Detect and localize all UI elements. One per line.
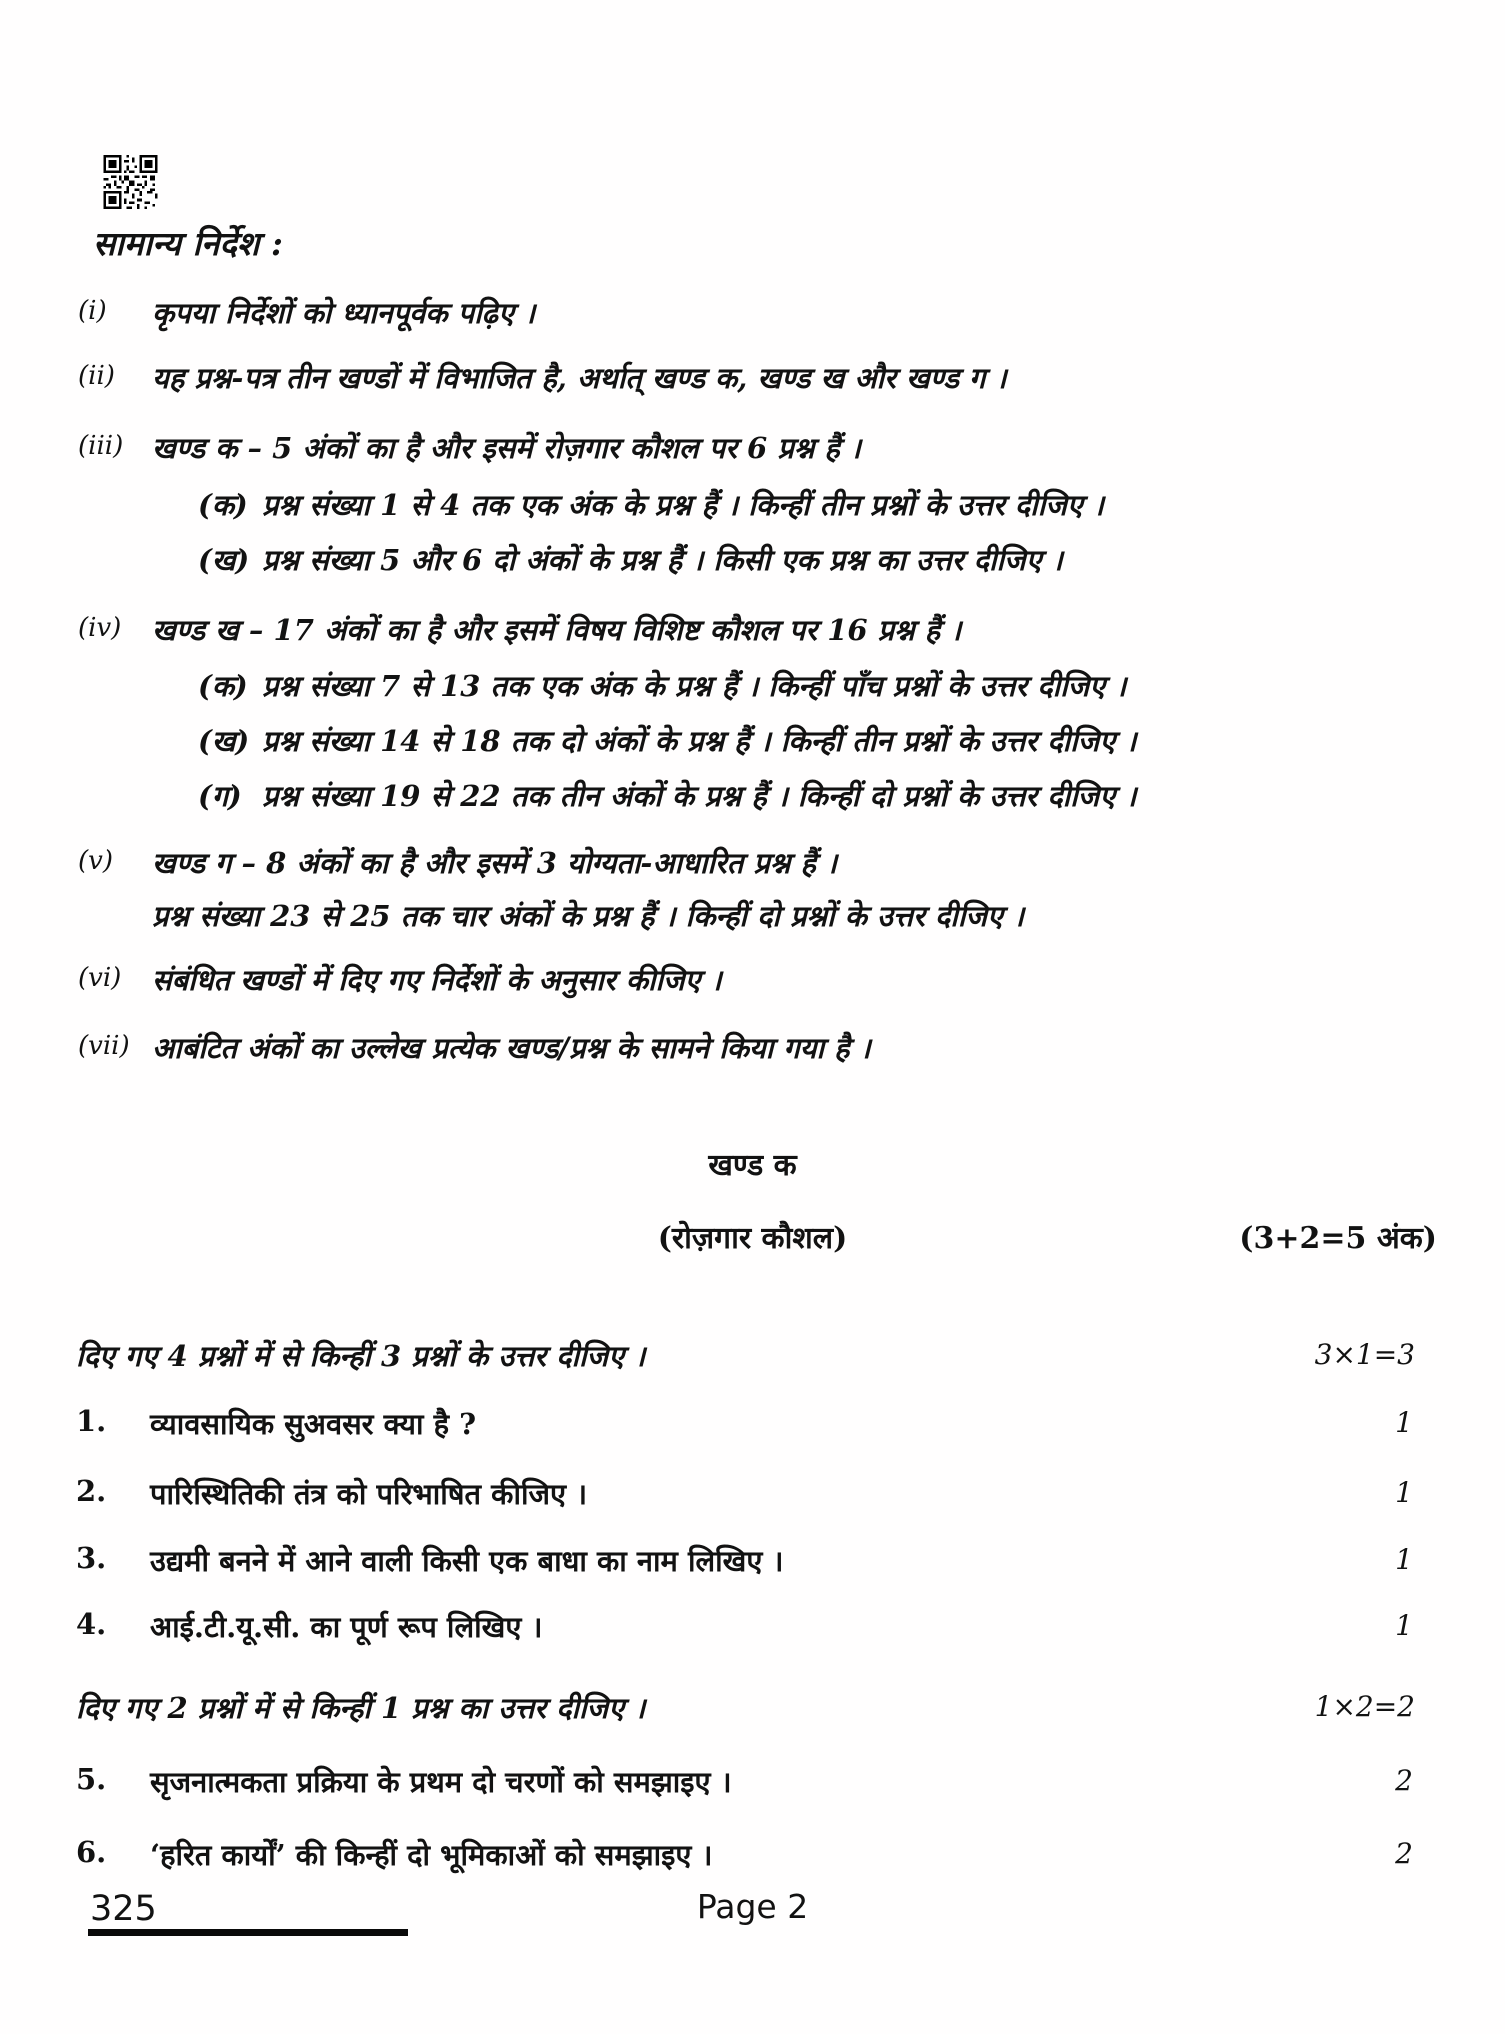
page-number: Page 2: [696, 1887, 809, 1926]
question-row: [0, 1404, 1505, 1452]
attempt-instruction-part1: [0, 1336, 1505, 1384]
sub-instruction-number: (ग): [198, 779, 242, 813]
question-number: 1.: [76, 1404, 107, 1438]
marks-formula: 3×1=3: [1314, 1338, 1415, 1371]
question-number: 3.: [76, 1541, 107, 1575]
sub-instruction-text: प्रश्न संख्या 1 से 4 तक एक अंक के प्रश्न हैं । किन्हीं तीन प्रश्नों के उत्तर दीजिए ।: [262, 488, 1104, 522]
instruction-number: (vii): [78, 1031, 130, 1061]
sub-instruction-text: प्रश्न संख्या 19 से 22 तक तीन अंकों के प्रश्न हैं । किन्हीं दो प्रश्नों के उत्तर दीजिए ।: [262, 779, 1137, 813]
section-lead: खण्ड क –: [152, 431, 262, 465]
attempt-instruction-part2: [0, 1688, 1505, 1736]
question-number: 4.: [76, 1607, 107, 1641]
footer-rule: [88, 1929, 408, 1936]
marks-formula: 1×2=2: [1314, 1690, 1415, 1723]
instruction-number: (iv): [78, 613, 122, 643]
question-marks: 2: [1395, 1764, 1413, 1797]
instruction-text-rest: 5 अंकों का है और इसमें रोज़गार कौशल पर 6 प्रश्न हैं ।: [272, 431, 861, 465]
question-number: 2.: [76, 1474, 107, 1508]
sub-instruction: [0, 485, 1505, 535]
instruction-text: संबंधित खण्डों में दिए गए निर्देशों के अनुसार कीजिए ।: [152, 963, 722, 997]
question-number: 5.: [76, 1762, 107, 1796]
question-text: व्यावसायिक सुअवसर क्या है ?: [150, 1407, 477, 1441]
sub-instruction-number: (क): [198, 669, 248, 703]
paper-code: 325: [90, 1889, 157, 1929]
question-row: [0, 1762, 1505, 1810]
sub-instruction-text: प्रश्न संख्या 5 और 6 दो अंकों के प्रश्न हैं । किसी एक प्रश्न का उत्तर दीजिए ।: [262, 543, 1063, 577]
instruction-item-iii: [0, 428, 1505, 478]
section-subtitle: (रोज़गार कौशल): [657, 1221, 848, 1256]
section-lead: खण्ड ग –: [152, 846, 257, 880]
instruction-number: (ii): [78, 361, 115, 391]
instruction-text-rest: 17 अंकों का है और इसमें विषय विशिष्ट कौशल पर 16 प्रश्न हैं ।: [273, 613, 962, 647]
instruction-item-v: [0, 843, 1505, 893]
instruction-item-vi: [0, 960, 1505, 1010]
question-row: [0, 1607, 1505, 1655]
instruction-text: कृपया निर्देशों को ध्यानपूर्वक पढ़िए ।: [152, 296, 536, 330]
question-marks: 1: [1395, 1406, 1413, 1439]
question-marks: 1: [1395, 1476, 1413, 1509]
attempt-instruction-text: दिए गए 2 प्रश्नों में से किन्हीं 1 प्रश्न का उत्तर दीजिए ।: [76, 1691, 646, 1725]
sub-instruction-number: (ख): [198, 543, 250, 577]
sub-instruction: [0, 540, 1505, 590]
instruction-text: [152, 610, 961, 649]
instruction-number: (i): [78, 296, 107, 326]
question-text: ‘हरित कार्यों’ की किन्हीं दो भूमिकाओं को समझाइए ।: [150, 1838, 713, 1872]
instruction-text: [152, 428, 861, 467]
instruction-item-iv: [0, 610, 1505, 660]
question-text: उद्यमी बनने में आने वाली किसी एक बाधा का नाम लिखिए ।: [150, 1544, 784, 1578]
question-row: [0, 1474, 1505, 1522]
general-instructions-heading: सामान्य निर्देश :: [93, 224, 283, 263]
sub-instruction: [0, 721, 1505, 771]
question-row: [0, 1541, 1505, 1589]
instruction-item-vii: [0, 1028, 1505, 1078]
question-marks: 1: [1395, 1543, 1413, 1576]
instruction-text: यह प्रश्न-पत्र तीन खण्डों में विभाजित है, अर्थात् खण्ड क, खण्ड ख और खण्ड ग ।: [152, 361, 1007, 395]
instruction-item-v-continued: [0, 896, 1505, 946]
instruction-item-i: [0, 293, 1505, 343]
qr-code-icon: [103, 155, 158, 209]
section-lead: खण्ड ख –: [152, 613, 264, 647]
sub-instruction: [0, 776, 1505, 826]
instruction-text: आबंटित अंकों का उल्लेख प्रत्येक खण्ड/प्रश्न के सामने किया गया है ।: [152, 1031, 871, 1065]
question-number: 6.: [76, 1835, 107, 1869]
instruction-number: (iii): [78, 431, 124, 461]
sub-instruction: [0, 666, 1505, 716]
section-marks-note: (3+2=5 अंक): [1239, 1221, 1437, 1256]
sub-instruction-text: प्रश्न संख्या 7 से 13 तक एक अंक के प्रश्न हैं । किन्हीं पाँच प्रश्नों के उत्तर दीजिए ।: [262, 669, 1127, 703]
sub-instruction-number: (ख): [198, 724, 250, 758]
instruction-number: (v): [78, 846, 113, 876]
question-text: सृजनात्मकता प्रक्रिया के प्रथम दो चरणों को समझाइए ।: [150, 1765, 732, 1799]
question-text: आई.टी.यू.सी. का पूर्ण रूप लिखिए ।: [150, 1610, 543, 1644]
instruction-text: प्रश्न संख्या 23 से 25 तक चार अंकों के प्रश्न हैं । किन्हीं दो प्रश्नों के उत्तर दीजिए ।: [152, 899, 1024, 933]
instruction-text: [152, 843, 837, 882]
attempt-instruction-text: दिए गए 4 प्रश्नों में से किन्हीं 3 प्रश्नों के उत्तर दीजिए ।: [76, 1339, 646, 1373]
question-marks: 2: [1395, 1837, 1413, 1870]
question-row: [0, 1835, 1505, 1883]
instruction-text-rest: 8 अंकों का है और इसमें 3 योग्यता-आधारित प्रश्न हैं ।: [266, 846, 837, 880]
instruction-number: (vi): [78, 963, 122, 993]
sub-instruction-number: (क): [198, 488, 248, 522]
section-title: खण्ड क: [708, 1148, 797, 1183]
instruction-item-ii: [0, 358, 1505, 408]
question-marks: 1: [1395, 1609, 1413, 1642]
question-text: पारिस्थितिकी तंत्र को परिभाषित कीजिए ।: [150, 1477, 588, 1511]
sub-instruction-text: प्रश्न संख्या 14 से 18 तक दो अंकों के प्रश्न हैं । किन्हीं तीन प्रश्नों के उत्तर दीजिए ।: [262, 724, 1137, 758]
